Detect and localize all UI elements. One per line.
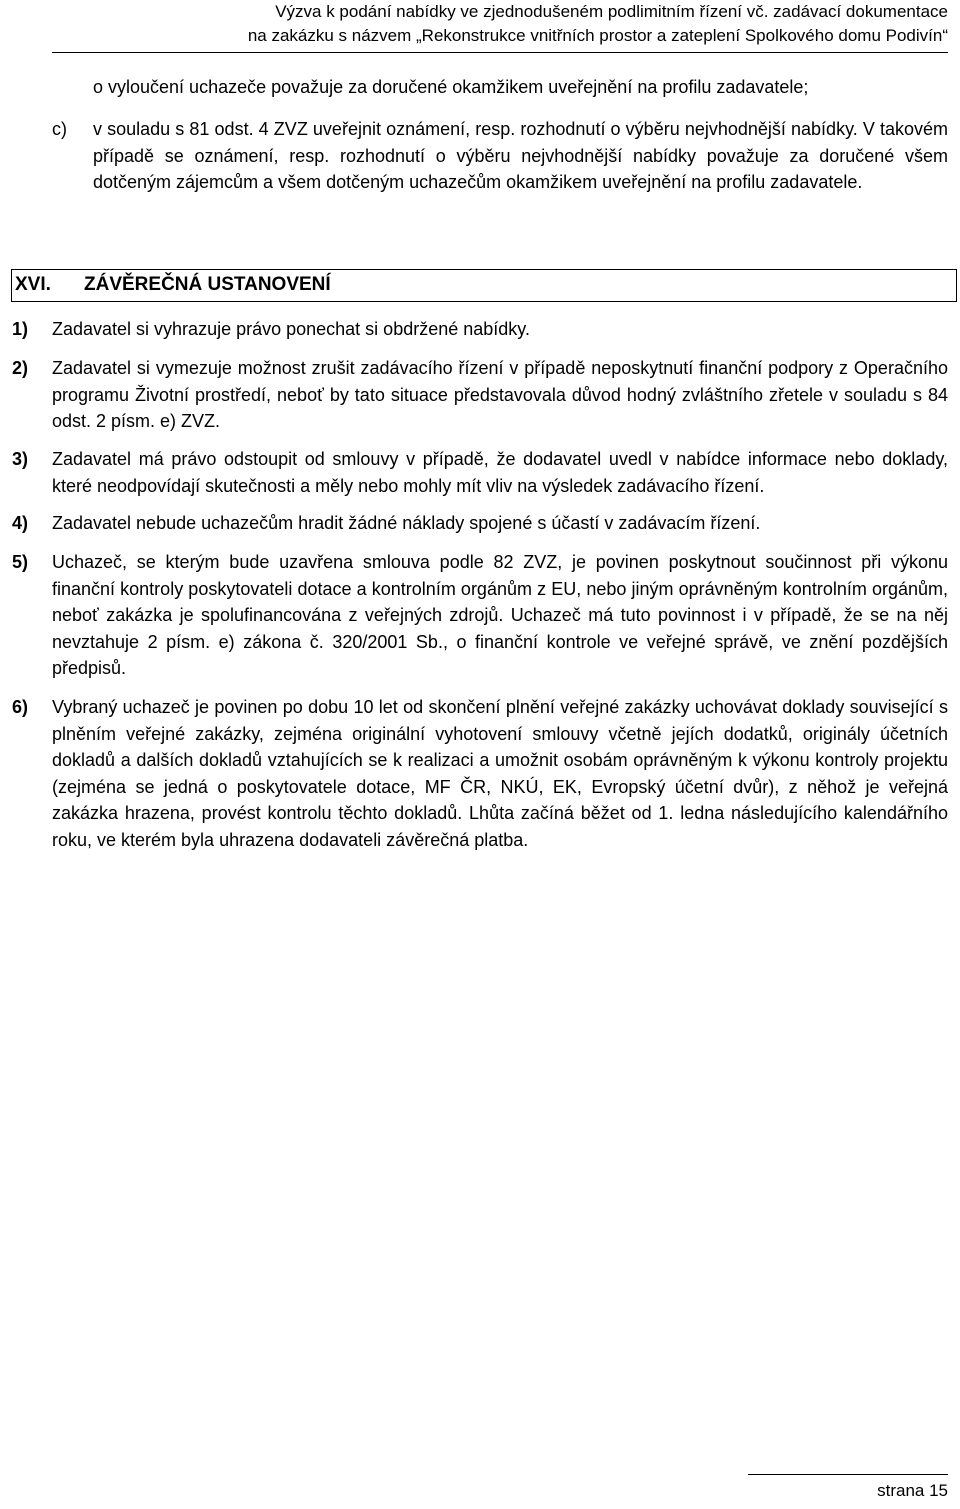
list-item-text: Uchazeč, se kterým bude uzavřena smlouva podle 82 ZVZ, je povinen poskytnout součinnost při výkonu finanční kontroly poskytovateli dotace a kontrolním orgánům z EU, nebo jiným oprávněným kontrolním orgánům, neboť zakázka je spolufinancována z veřejných zdrojů. Uchazeč má tuto povinnost i v případě, že se na něj nevztahuje 2 písm. e) zákona č. 320/2001 Sb., o finanční kontrole ve veřejné správě, ve znění pozdějších předpisů.	[52, 552, 948, 678]
section-heading	[11, 269, 957, 302]
page-number: strana 15	[877, 1481, 948, 1500]
list-item	[0, 510, 960, 536]
list-item-text: Zadavatel má právo odstoupit od smlouvy v případě, že dodavatel uvedl v nabídce informace nebo doklady, které neodpovídají skutečnosti a měly nebo mohly mít vliv na výsledek zadávacího řízení.	[52, 449, 948, 496]
header-line-1: Výzva k podání nabídky ve zjednodušeném podlimitním řízení vč. zadávací dokumentace	[275, 2, 948, 21]
page-header	[48, 0, 948, 48]
item-c-label: c)	[52, 119, 67, 139]
list-item	[0, 694, 960, 880]
list-item-number: 2)	[12, 358, 29, 378]
list-item-number: 5)	[12, 552, 29, 572]
list-item	[0, 355, 960, 435]
item-c-text: v souladu s 81 odst. 4 ZVZ uveřejnit oznámení, resp. rozhodnutí o výběru nejvhodnější nabídky. V takovém případě se oznámení, resp. rozhodnutí o výběru nejvhodnější nabídky považuje za doručené všem dotčeným zájemcům a všem dotčeným uchazečům okamžikem uveřejnění na profilu zadavatele.	[93, 119, 948, 192]
section-number: XVI.	[15, 274, 51, 295]
list-item-number: 1)	[12, 319, 29, 339]
intro-continuation: o vyloučení uchazeče považuje za doručené okamžikem uveřejnění na profilu zadavatele;	[93, 77, 809, 97]
list-item	[0, 316, 960, 342]
list-item	[0, 549, 960, 682]
header-divider	[52, 52, 948, 53]
list-item-text: Zadavatel si vymezuje možnost zrušit zadávacího řízení v případě neposkytnutí finanční podpory z Operačního programu Životní prostředí, neboť by tato situace představovala důvod hodný zvláštního zřetele v souladu s 84 odst. 2 písm. e) ZVZ.	[52, 358, 948, 431]
list-item-text: Zadavatel nebude uchazečům hradit žádné náklady spojené s účastí v zadávacím řízení.	[52, 513, 761, 533]
list-item-text: Zadavatel si vyhrazuje právo ponechat si obdržené nabídky.	[52, 319, 530, 339]
list-item-number: 4)	[12, 513, 29, 533]
list-item-number: 3)	[12, 449, 29, 469]
list-item-number: 6)	[12, 697, 29, 717]
list-item	[0, 446, 960, 499]
header-line-2: na zakázku s názvem „Rekonstrukce vnitřních prostor a zateplení Spolkového domu Podivín“	[247, 26, 948, 45]
section-title: ZÁVĚREČNÁ USTANOVENÍ	[84, 274, 331, 295]
page-footer	[748, 1474, 948, 1509]
list-item-text: Vybraný uchazeč je povinen po dobu 10 let od skončení plnění veřejné zakázky uchovávat doklady související s plněním veřejné zakázky, zejména originální vyhotovení smlouvy včetně jejích dodatků, originály účetních dokladů a dalších dokladů vztahujících se k realizaci a umožnit osobám oprávněným k výkonu kontroly projektu (zejména se jedná o poskytovatele dotace, MF ČR, NKÚ, EK, Evropský účetní dvůr), z něhož je veřejná zakázka hrazena, provést kontrolu těchto dokladů. Lhůta začíná běžet od 1. ledna následujícího kalendářního roku, ve kterém byla uhrazena dodavateli závěrečná platba.	[52, 697, 948, 850]
